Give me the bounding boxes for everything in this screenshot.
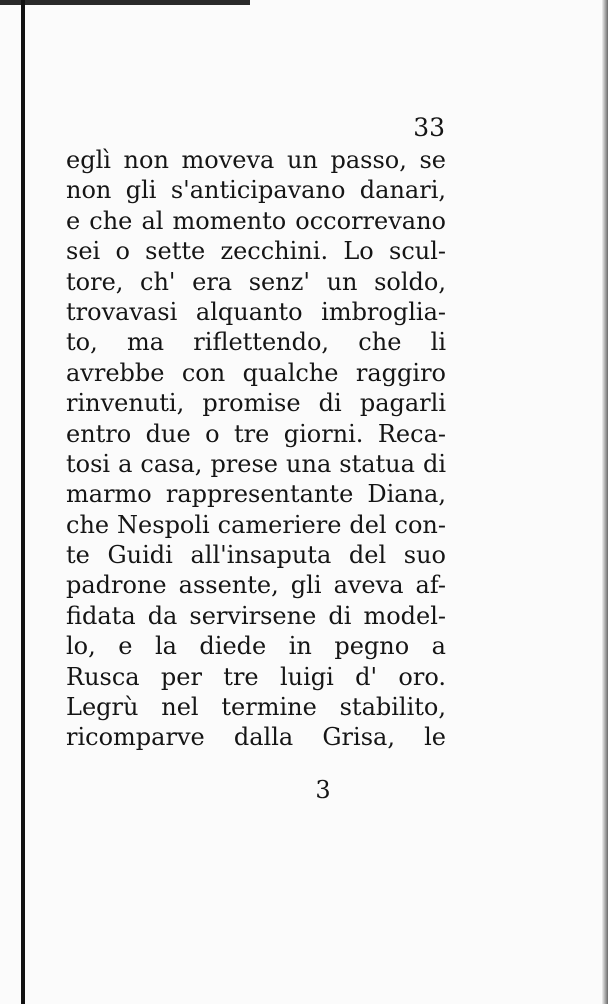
text-line: to, ma riflettendo, che li [66,328,446,357]
text-line: tosi a casa, prese una statua di [66,449,446,478]
text-line: te Guidi all'insaputa del suo [66,541,446,570]
text-line: trovavasi alquanto imbroglia- [66,297,446,326]
binding-edge [21,0,25,1004]
text-line: avrebbe con qualche raggiro [66,358,446,387]
page-number: 33 [413,113,445,142]
text-line: padrone assente, gli aveva af- [66,571,446,600]
text-line: Legrù nel termine stabilito, [66,693,446,722]
text-line: e che al momento occorrevano [66,206,446,235]
text-line: entro due o tre giorni. Reca- [66,419,446,448]
text-line: che Nespoli cameriere del con- [66,510,446,539]
text-line: fidata da servirsene di model- [66,601,446,630]
page-top-edge [0,0,250,5]
text-line: ricomparve dalla Grisa, le [66,723,446,752]
signature-mark: 3 [315,776,331,804]
text-line: non gli s'anticipavano danari, [66,176,446,205]
page-right-edge [602,0,608,1004]
text-line: lo, e la diede in pegno a [66,632,446,661]
text-line: tore, ch' era senz' un soldo, [66,267,446,296]
text-line: rinvenuti, promise di pagarli [66,389,446,418]
text-line: sei o sette zecchini. Lo scul- [66,237,446,266]
body-text [66,145,446,753]
text-line: eglì non moveva un passo, se [66,146,446,174]
text-line: marmo rappresentante Diana, [66,480,446,509]
text-line: Rusca per tre luigi d' oro. [66,662,446,691]
